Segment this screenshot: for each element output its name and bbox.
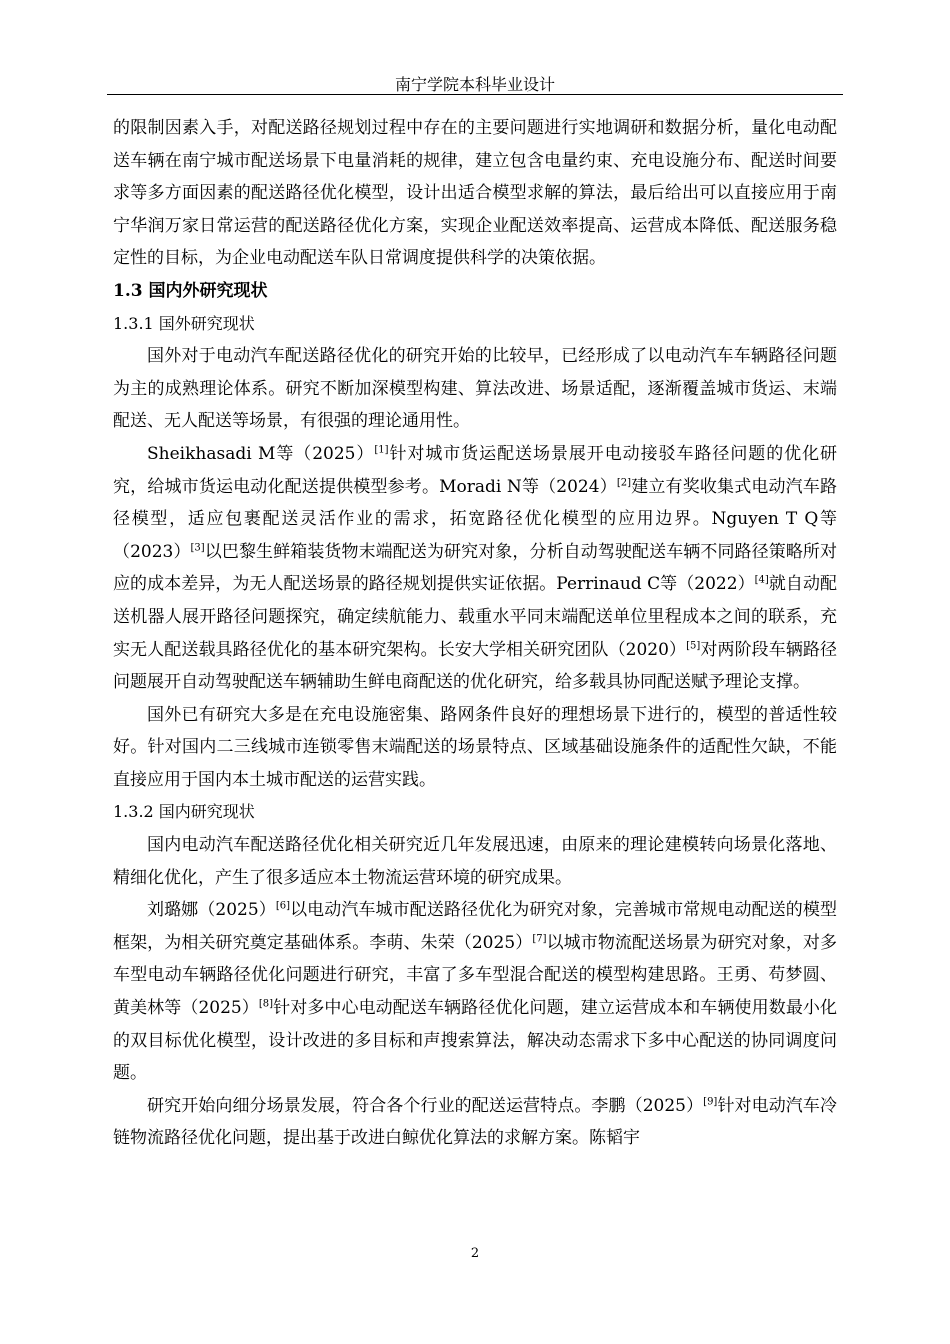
text-run: 就自动配送机器人展开路径问题探究，确定续航能力、载重水平同末端配送单位里程成本之间的联系，充实无人配送载具路径优化的基本研究架构。长安大学相关研究团队（2020） [113, 574, 837, 660]
text-run: 针对电动汽车冷链物流路径优化问题，提出基于改进白鲸优化算法的求解方案。陈韬宇 [113, 1095, 837, 1149]
text-run: 针对城市货运配送场景展开电动接驳车路径问题的优化研究，给城市货运电动化配送提供模型参考。Moradi N等（2024） [113, 443, 838, 497]
text-run: 国内电动汽车配送路径优化相关研究近几年发展迅速，由原来的理论建模转向场景化落地、精细化优化，产生了很多适应本土物流运营环境的研究成果。 [113, 835, 837, 888]
text-run: Sheikhasadi M等（2025） [147, 443, 375, 464]
subsection-heading: 1.3.2 国内研究现状 [113, 802, 255, 822]
text-run: 以电动汽车城市配送路径优化为研究对象，完善城市常规电动配送的模型框架，为相关研究奠定基础体系。李萌、朱荣（2025） [113, 900, 837, 953]
text-run: 的限制因素入手，对配送路径规划过程中存在的主要问题进行实地调研和数据分析，量化电动配送车辆在南宁城市配送场景下电量消耗的规律，建立包含电量约束、充电设施分布、配送时间要求等多方面因素的配送路径优化模型，设计出适合模型求解的算法，最后给出可以直接应用于南宁华润万家日常运营的配送路径优化方案，实现企业配送效率提高、运营成本降低、配送服务稳定性的目标，为企业电动配送车队日常调度提供科学的决策依据。 [113, 118, 837, 269]
citation-marker: [8] [258, 998, 274, 1010]
text-run: 建立有奖收集式电动汽车路径模型，适应包裹配送灵活作业的需求，拓宽路径优化模型的应用边界。Nguyen T Q等（2023） [113, 476, 838, 562]
text-run: 以巴黎生鲜箱装货物末端配送为研究对象，分析自动驾驶配送车辆不同路径策略所对应的成本差异，为无人配送场景的路径规划提供实证依据。Perrinaud C等（2022） [113, 541, 837, 595]
body-paragraph [113, 438, 837, 699]
document-body [113, 112, 837, 1155]
citation-marker: [4] [754, 574, 769, 586]
body-paragraph [113, 112, 837, 275]
text-run: 研究开始向细分场景发展，符合各个行业的配送运营特点。李鹏（2025） [147, 1095, 704, 1116]
citation-marker: [7] [532, 933, 547, 945]
text-run: 以城市物流配送场景为研究对象，对多车型电动车辆路径优化问题进行研究，丰富了多车型混合配送的模型构建思路。王勇、苟梦圆、黄美林等（2025） [113, 932, 837, 1019]
text-run: 针对多中心电动配送车辆路径优化问题，建立运营成本和车辆使用数最小化的双目标优化模型，设计改进的多目标和声搜索算法，解决动态需求下多中心配送的协同调度问题。 [113, 998, 838, 1084]
citation-marker: [9] [703, 1096, 718, 1108]
header-rule [107, 94, 843, 95]
citation-marker: [1] [374, 444, 389, 456]
page-header-title: 南宁学院本科毕业设计 [394, 75, 555, 94]
text-run: 国外已有研究大多是在充电设施密集、路网条件良好的理想场景下进行的，模型的普适性较好。针对国内二三线城市连锁零售末端配送的场景特点、区域基础设施条件的适配性欠缺，不能直接应用于国内本土城市配送的运营实践。 [113, 704, 837, 790]
citation-marker: [2] [616, 476, 632, 488]
section-heading: 1.3 国内外研究现状 [113, 280, 268, 301]
citation-marker: [6] [275, 900, 290, 912]
body-paragraph [113, 699, 837, 797]
body-paragraph [113, 894, 837, 1090]
body-paragraph [113, 1090, 837, 1155]
text-run: 刘璐娜（2025） [147, 900, 276, 921]
body-paragraph [113, 829, 837, 894]
page-number: 2 [470, 1246, 480, 1261]
body-paragraph [113, 340, 837, 438]
text-run: 对两阶段车辆路径问题展开自动驾驶配送车辆辅助生鲜电商配送的优化研究，给多载具协同配送赋予理论支撑。 [113, 639, 838, 693]
citation-marker: [5] [686, 639, 701, 651]
subsection-heading: 1.3.1 国外研究现状 [113, 313, 255, 333]
citation-marker: [3] [190, 542, 205, 554]
text-run: 国外对于电动汽车配送路径优化的研究开始的比较早，已经形成了以电动汽车车辆路径问题为主的成熟理论体系。研究不断加深模型构建、算法改进、场景适配，逐渐覆盖城市货运、末端配送、无人配送等场景，有很强的理论通用性。 [113, 346, 837, 432]
